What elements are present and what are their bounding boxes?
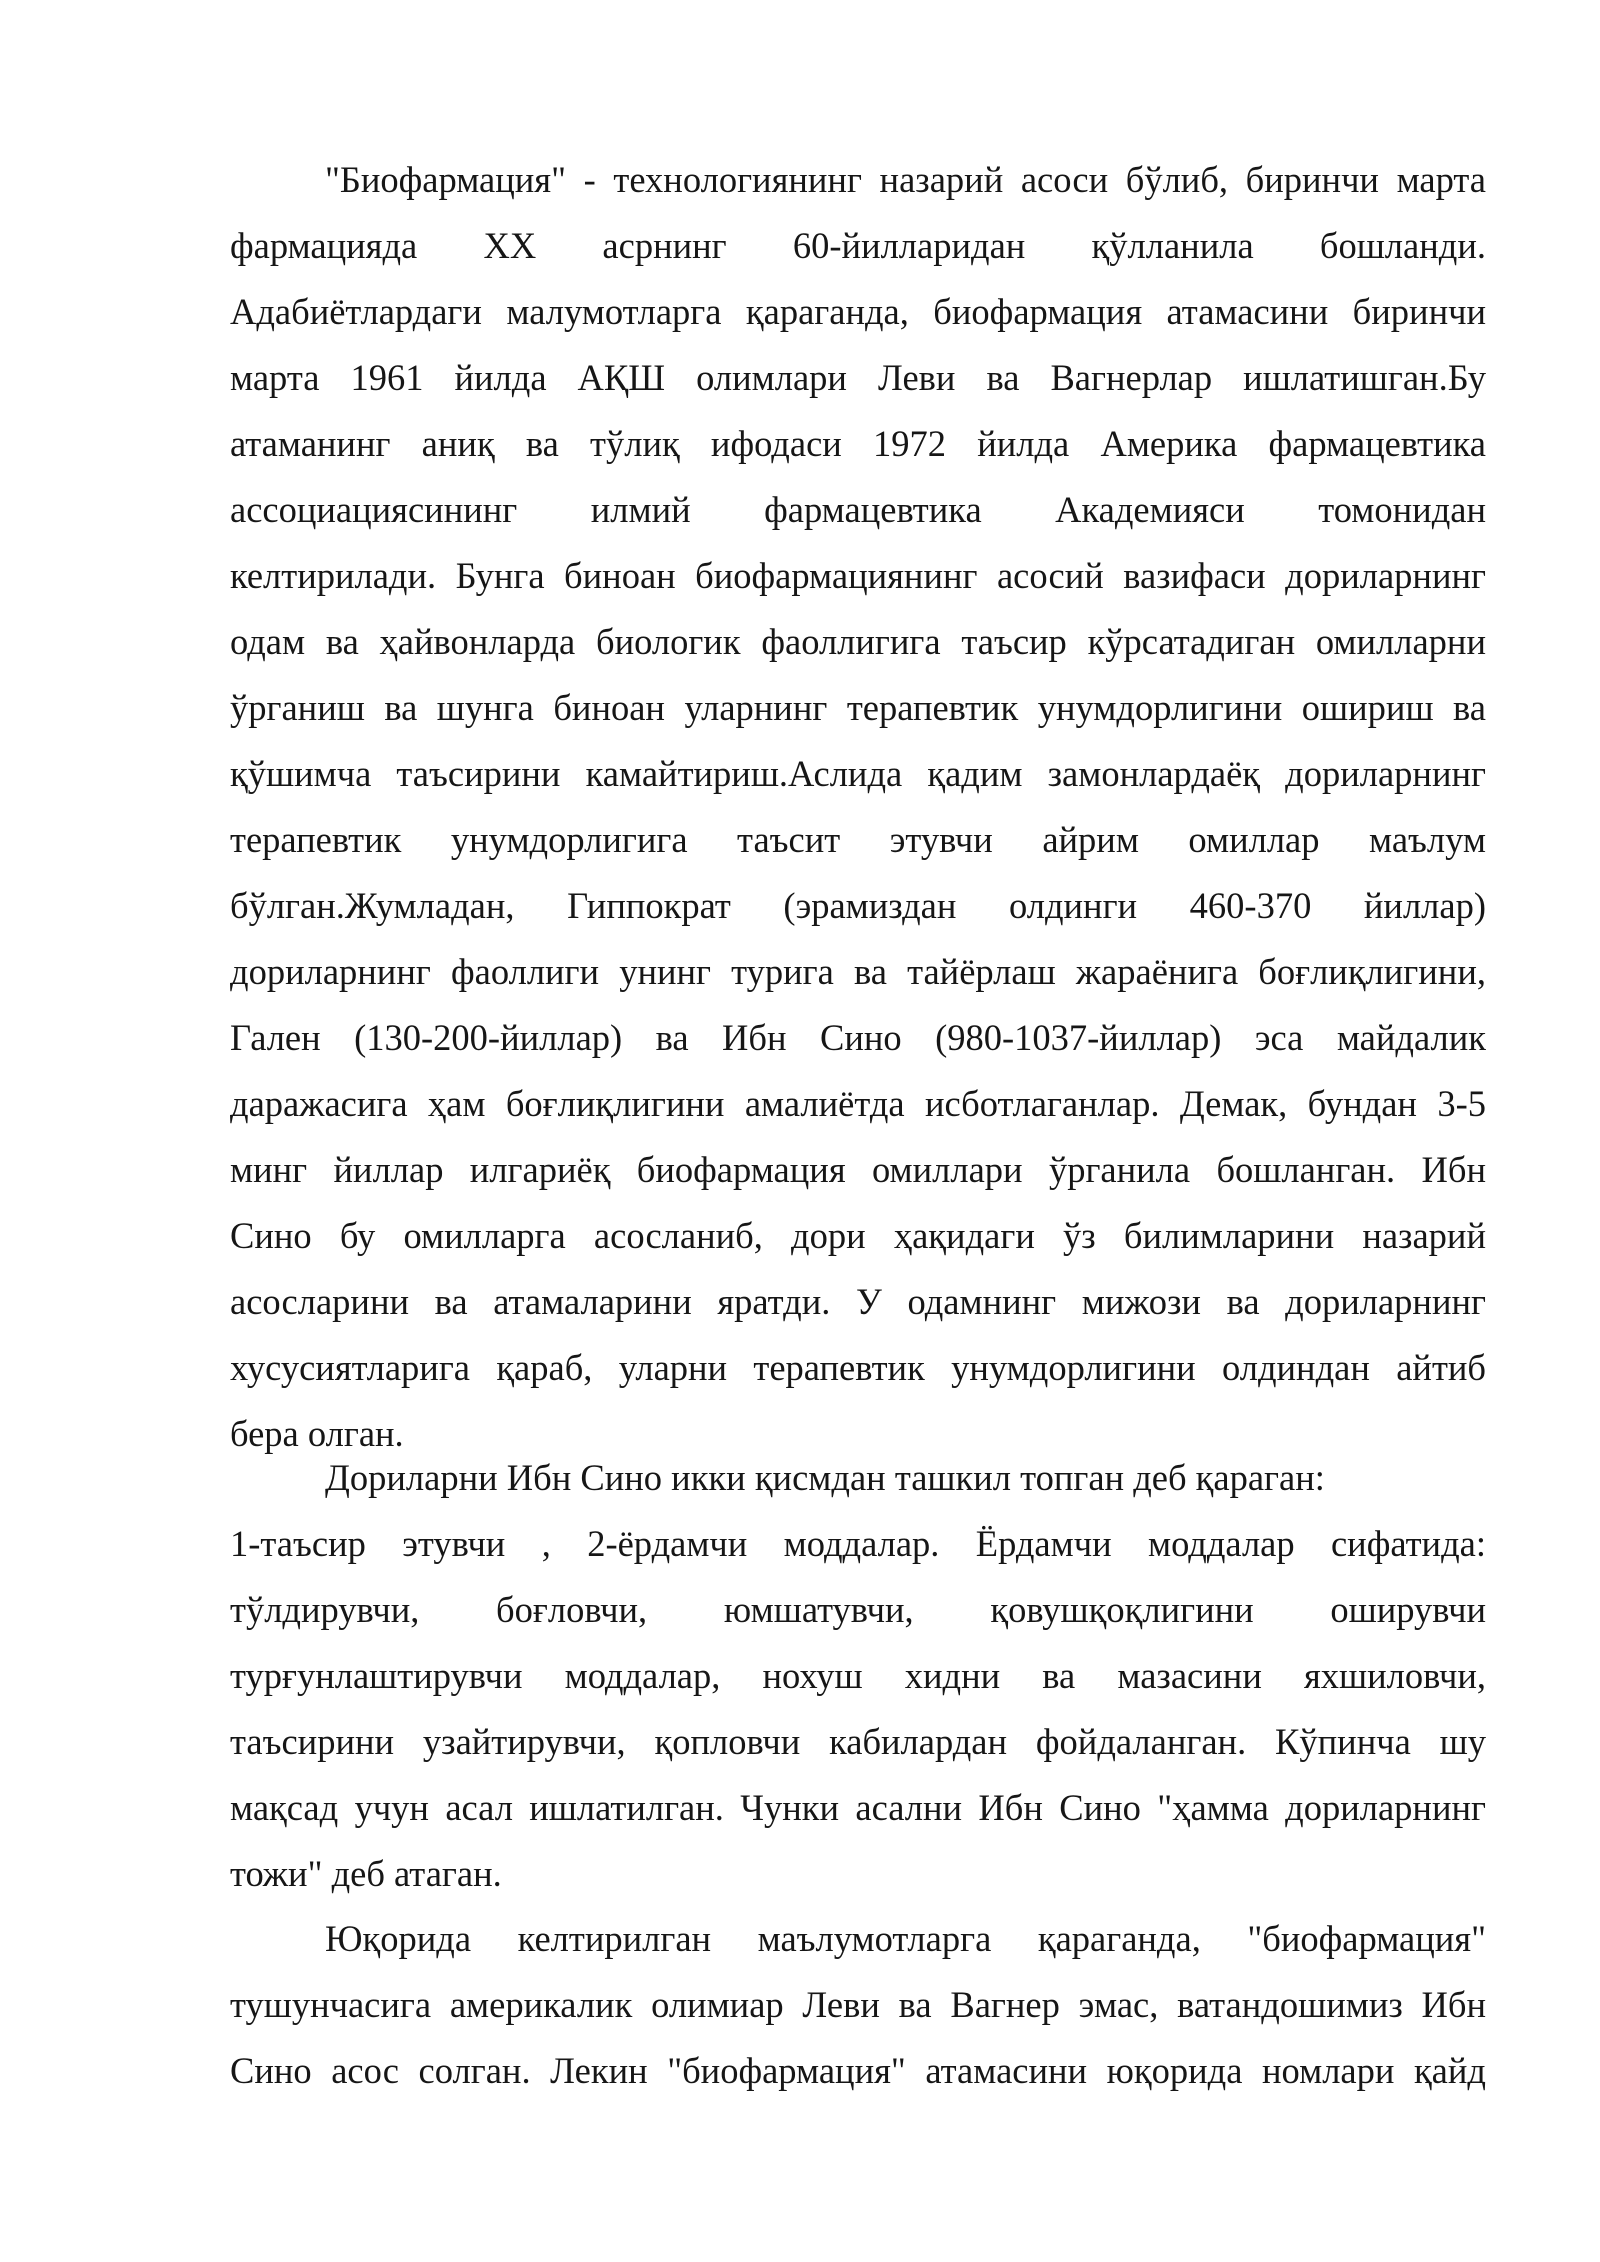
text-line: Адабиётлардаги малумотларга қараганда, биофармация атамасини биринчи (230, 291, 1486, 332)
text-line: минг йиллар илгариёқ биофармация омиллари ўрганила бошланган. Ибн (230, 1149, 1486, 1190)
text-line: 1-таъсир этувчи , 2-ёрдамчи моддалар. Ёрдамчи моддалар сифатида: (230, 1523, 1486, 1564)
text-line: одам ва ҳайвонларда биологик фаоллигига таъсир кўрсатадиган омилларни (230, 621, 1486, 662)
text-line: марта 1961 йилда АҚШ олимлари Леви ва Вагнерлар ишлатишган.Бу (230, 357, 1486, 398)
text-line: таъсирини узайтирувчи, қопловчи кабилардан фойдаланган. Кўпинча шу (230, 1721, 1486, 1762)
text-line: ўрганиш ва шунга биноан уларнинг терапевтик унумдорлигини ошириш ва (230, 687, 1486, 728)
text-line: "Биофармация" - технологиянинг назарий асоси бўлиб, биринчи марта (325, 159, 1486, 200)
text-line: фармацияда XX асрнинг 60-йилларидан қўлланила бошланди. (230, 225, 1486, 266)
text-line: терапевтик унумдорлигига таъсит этувчи айрим омиллар маълум (230, 819, 1486, 860)
text-line: Сино асос солган. Лекин "биофармация" атамасини юқорида номлари қайд (230, 2050, 1486, 2091)
text-line: дориларнинг фаоллиги унинг турига ва тайёрлаш жараёнига боғлиқлигини, (230, 951, 1486, 992)
text-line: тушунчасига америкалик олимиар Леви ва Вагнер эмас, ватандошимиз Ибн (230, 1984, 1486, 2025)
text-line: бера олган. (230, 1413, 404, 1454)
text-line: бўлган.Жумладан, Гиппократ (эрамиздан олдинги 460-370 йиллар) (230, 885, 1486, 926)
text-line: асосларини ва атамаларини яратди. У одамнинг мижози ва дориларнинг (230, 1281, 1486, 1322)
text-line: хусусиятларига қараб, уларни терапевтик унумдорлигини олдиндан айтиб (230, 1347, 1486, 1388)
text-line: тожи" деб атаган. (230, 1853, 502, 1894)
text-line: турғунлаштирувчи моддалар, нохуш хидни ва мазасини яхшиловчи, (230, 1655, 1486, 1696)
text-line: даражасига ҳам боғлиқлигини амалиётда исботлаганлар. Демак, бундан 3-5 (230, 1083, 1486, 1124)
text-line: атаманинг аниқ ва тўлиқ ифодаси 1972 йилда Америка фармацевтика (230, 423, 1486, 464)
text-line: тўлдирувчи, боғловчи, юмшатувчи, қовушқоқлигини оширувчи (230, 1589, 1486, 1630)
text-line: Гален (130-200-йиллар) ва Ибн Сино (980-1037-йиллар) эса майдалик (230, 1017, 1486, 1058)
text-line: Юқорида келтирилган маълумотларга қараганда, "биофармация" (325, 1918, 1486, 1959)
text-line: Дориларни Ибн Сино икки қисмдан ташкил топган деб қараган: (325, 1457, 1325, 1498)
text-line: ассоциациясининг илмий фармацевтика Академияси томонидан (230, 489, 1486, 530)
text-line: мақсад учун асал ишлатилган. Чунки асални Ибн Сино "ҳамма дориларнинг (230, 1787, 1486, 1828)
text-line: келтирилади. Бунга биноан биофармациянинг асосий вазифаси дориларнинг (230, 555, 1486, 596)
text-line: қўшимча таъсирини камайтириш.Аслида қадим замонлардаёқ дориларнинг (230, 753, 1486, 794)
text-line: Сино бу омилларга асосланиб, дори ҳақидаги ўз билимларини назарий (230, 1215, 1486, 1256)
